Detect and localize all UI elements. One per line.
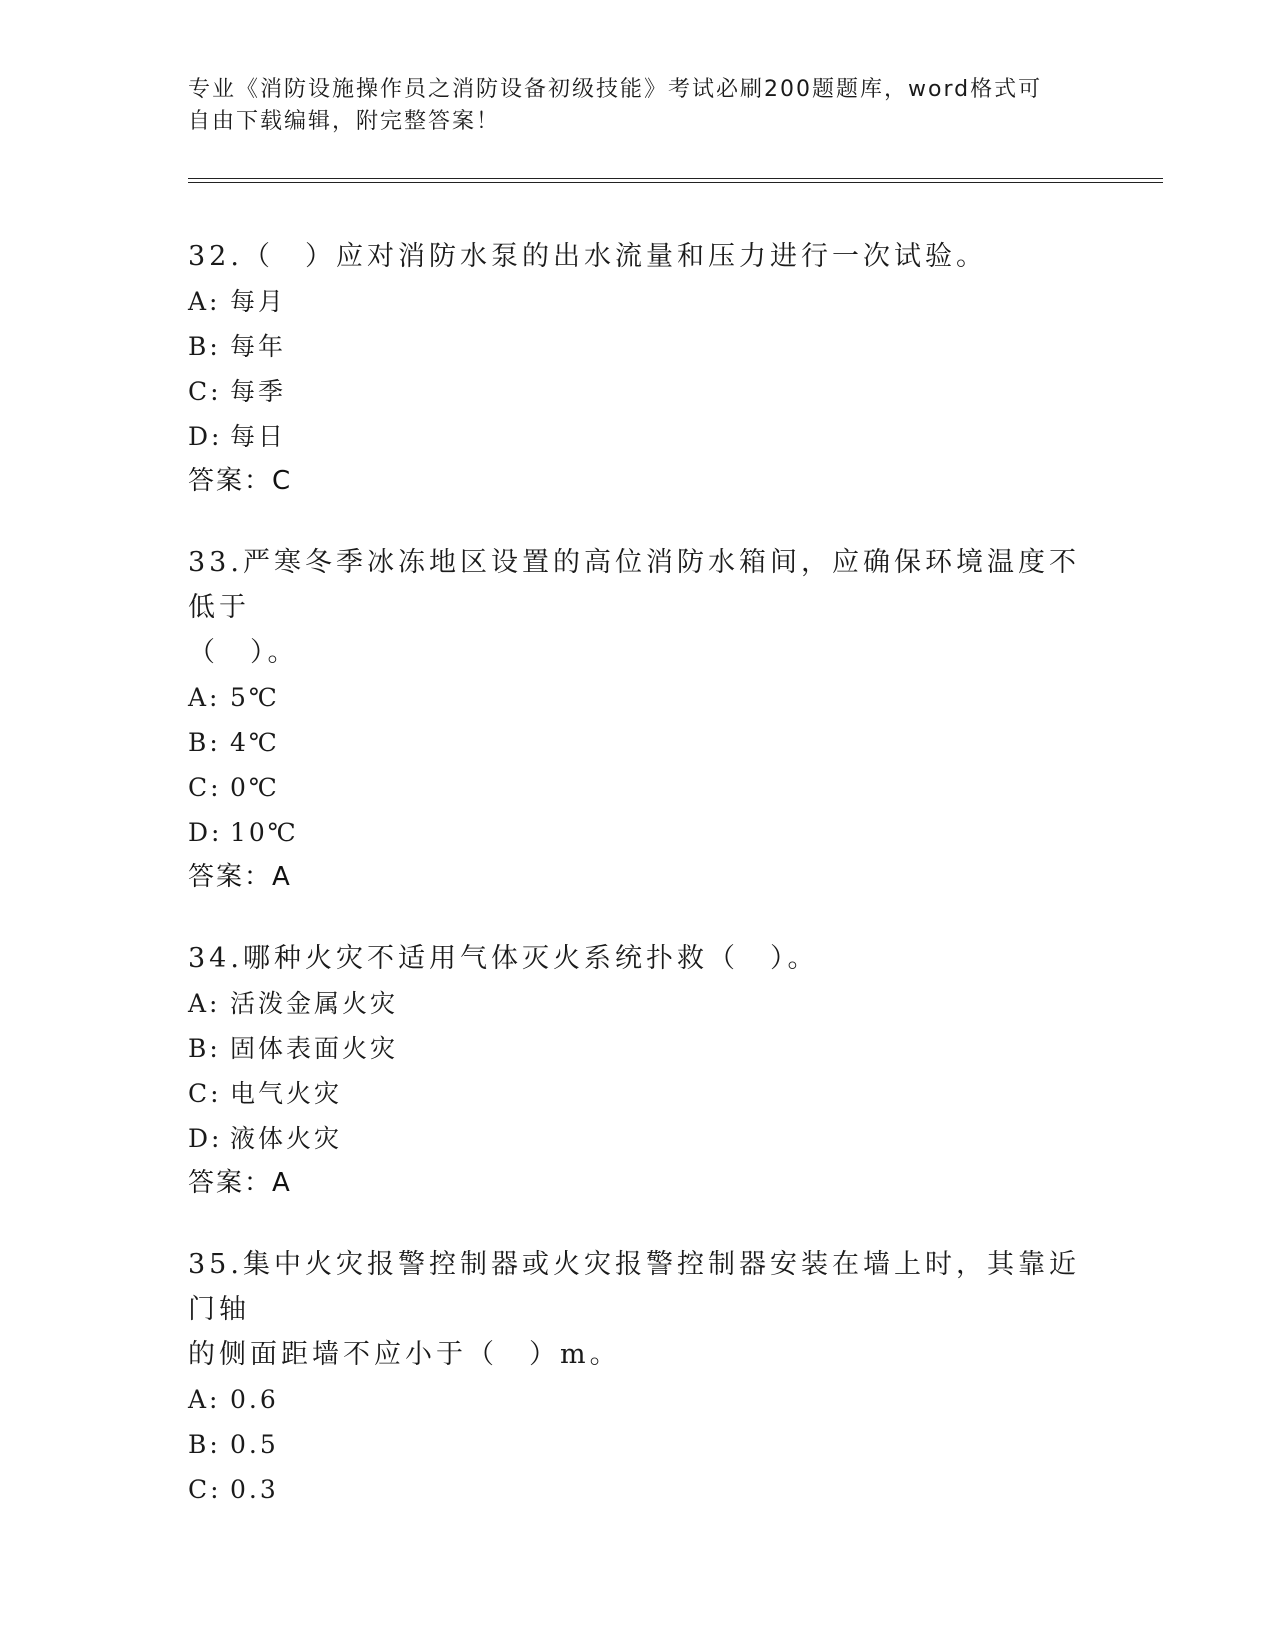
option-b — [188, 324, 1088, 369]
option-c — [188, 369, 1088, 414]
option-letter: B: — [188, 728, 221, 757]
option-letter: B: — [188, 1430, 221, 1459]
option-text: 每月 — [230, 287, 287, 316]
answer-line: 答案：C — [188, 466, 293, 496]
option-letter: C: — [188, 1079, 222, 1108]
option-text: 电气火灾 — [230, 1079, 343, 1108]
option-text: 0.5 — [230, 1430, 279, 1459]
option-text: 每年 — [230, 332, 287, 361]
option-letter: C: — [188, 1475, 222, 1504]
option-b — [188, 720, 1088, 765]
option-text: 活泼金属火灾 — [230, 989, 399, 1018]
option-a — [188, 1377, 1088, 1422]
question-item — [188, 540, 1088, 900]
option-letter: A: — [188, 1385, 221, 1414]
option-d — [188, 1116, 1088, 1161]
question-item — [188, 936, 1088, 1206]
option-letter: A: — [188, 683, 221, 712]
header-double-rule — [188, 178, 1163, 183]
question-stem: 32.（ ）应对消防水泵的出水流量和压力进行一次试验。 — [188, 241, 987, 272]
option-a — [188, 981, 1088, 1026]
option-letter: A: — [188, 989, 221, 1018]
option-text: 10℃ — [230, 818, 299, 847]
question-item — [188, 1242, 1088, 1512]
option-b — [188, 1026, 1088, 1071]
option-d — [188, 810, 1088, 855]
question-stem-continued: （ ）。 — [188, 637, 299, 668]
question-stem-continued: 的侧面距墙不应小于（ ）m。 — [188, 1339, 621, 1370]
option-text: 每日 — [230, 422, 287, 451]
option-b — [188, 1422, 1088, 1467]
option-a — [188, 279, 1088, 324]
option-text: 0.6 — [230, 1385, 279, 1414]
option-letter: B: — [188, 1034, 221, 1063]
option-text: 每季 — [230, 377, 287, 406]
header-line-2: 自由下载编辑，附完整答案！ — [188, 109, 501, 134]
option-letter: B: — [188, 332, 221, 361]
option-d — [188, 414, 1088, 459]
option-text: 0.3 — [230, 1475, 279, 1504]
answer-line: 答案：A — [188, 1168, 292, 1198]
question-stem: 33.严寒冬季冰冻地区设置的高位消防水箱间，应确保环境温度不低于 — [188, 547, 1080, 623]
option-c — [188, 765, 1088, 810]
question-item — [188, 234, 1088, 504]
question-stem: 35.集中火灾报警控制器或火灾报警控制器安装在墙上时，其靠近门轴 — [188, 1249, 1080, 1325]
option-text: 液体火灾 — [230, 1124, 343, 1153]
document-header — [188, 74, 1088, 138]
option-text: 固体表面火灾 — [230, 1034, 399, 1063]
option-text: 0℃ — [230, 773, 280, 802]
option-letter: D: — [188, 422, 223, 451]
question-stem: 34.哪种火灾不适用气体灭火系统扑救（ ）。 — [188, 943, 819, 974]
option-letter: C: — [188, 773, 222, 802]
option-letter: A: — [188, 287, 221, 316]
header-line-1: 专业《消防设施操作员之消防设备初级技能》考试必刷200题题库，word格式可 — [188, 77, 1043, 102]
option-a — [188, 675, 1088, 720]
question-list — [188, 234, 1088, 1548]
option-text: 4℃ — [230, 728, 280, 757]
option-letter: D: — [188, 1124, 223, 1153]
option-letter: C: — [188, 377, 222, 406]
option-letter: D: — [188, 818, 223, 847]
option-text: 5℃ — [230, 683, 280, 712]
answer-line: 答案：A — [188, 862, 292, 892]
option-c — [188, 1467, 1088, 1512]
option-c — [188, 1071, 1088, 1116]
